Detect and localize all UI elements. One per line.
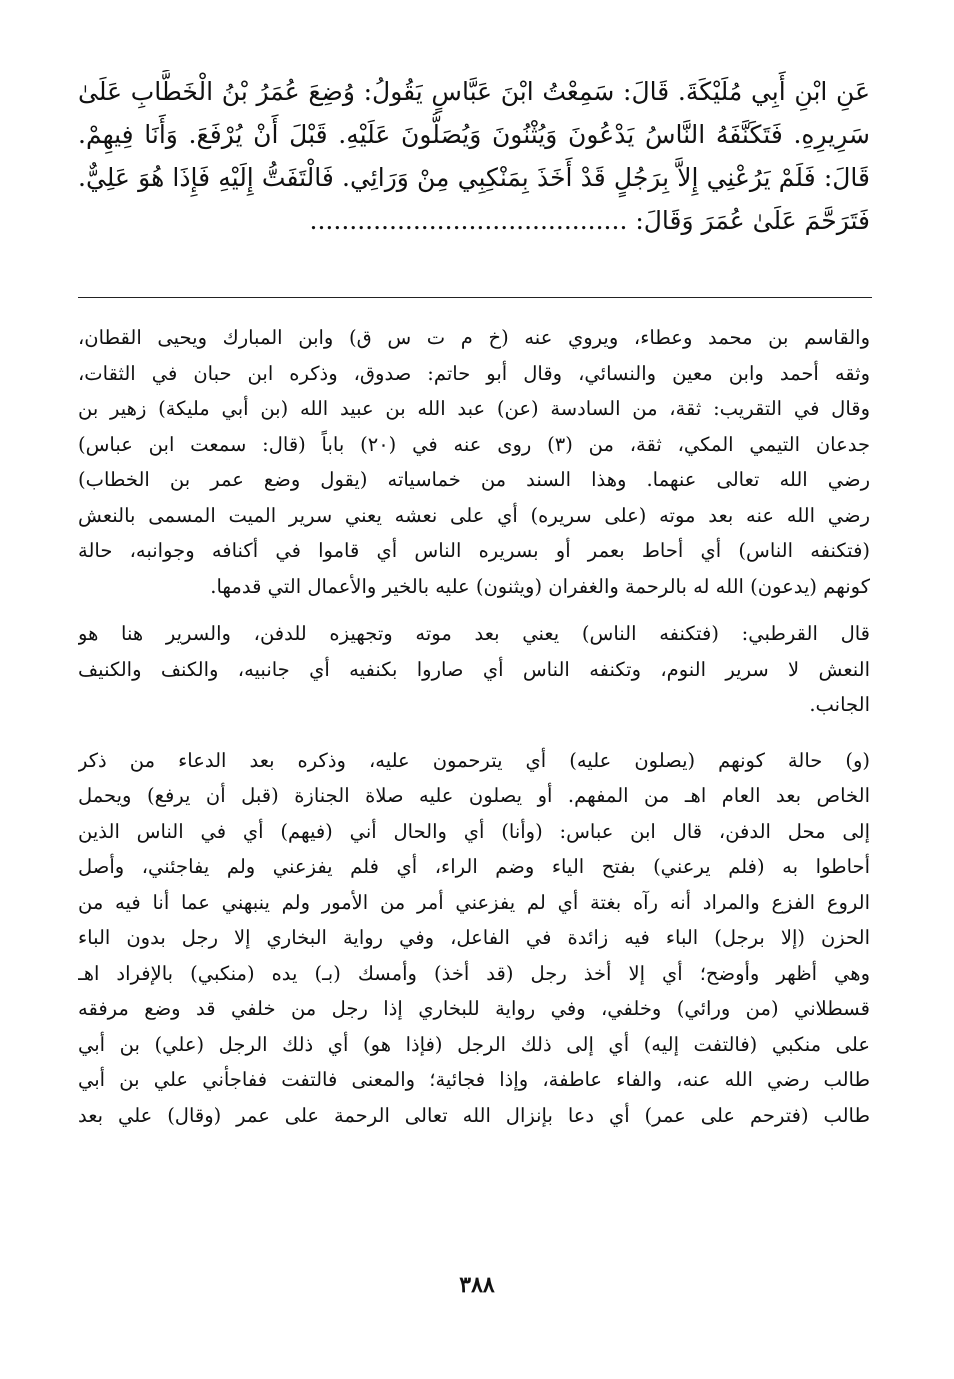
hadith-text-block bbox=[78, 70, 870, 242]
commentary-line: كونهم (يدعون) الله له بالرحمة والغفران (ويثنون) عليه بالخير والأعمال التي قدمها. bbox=[210, 574, 870, 598]
commentary-line: الخاص بعد العام اهـ من المفهم. أو يصلون عليه صلاة الجنازة (قبل أن يرفع) ويحمل bbox=[78, 784, 870, 807]
commentary-line: (و) حالة كونهم (يصلون عليه) أي يترحمون عليه، وذكره بعد الدعاء من ذكر bbox=[78, 748, 870, 772]
commentary-paragraph bbox=[78, 616, 870, 723]
page-number: ٣٨٨ bbox=[459, 1272, 495, 1298]
commentary-line: الروع الفزع والمراد أنه رآه بغتة أي لم يفزعني أمر من الأمور ولم ينبهني عما أنا فيه من bbox=[78, 890, 870, 914]
commentary-line: طالب (فترحم على عمر) أي دعا بإنزال الله تعالى الرحمة على عمر (وقال) علي بعد bbox=[78, 1103, 870, 1127]
commentary-line: النعش لا سرير النوم، وتكنفه الناس أي صاروا بكنفيه أي جانبيه، والكنف والكنيف bbox=[78, 657, 870, 681]
commentary-line: جدعان التيمي المكي، ثقة، من (٣) روى عنه في (٢٠) باباً (قال: سمعت ابن عباس) bbox=[78, 432, 870, 456]
commentary-line: وهي أظهر وأوضح؛ أي إلا أخذ رجل (قد أخذ) وأمسك (بـ) يده (منكبي) بالإفراد اهـ bbox=[78, 961, 870, 985]
commentary-line: وثقه أحمد وابن معين والنسائي، وقال أبو حاتم: صدوق، وذكره ابن حبان في الثقات، bbox=[78, 361, 870, 385]
commentary-line: أحاطوا به (فلم يرعني) بفتح الياء وضم الراء، أي فلم يفزعني ولم يفاجئني، وأصل bbox=[78, 855, 870, 878]
commentary-line: طالب رضي الله عنه، والفاء عاطفة، وإذا فجائية؛ والمعنى فالتفت ففاجأني علي بن أبي bbox=[78, 1068, 870, 1091]
separator-rule bbox=[78, 297, 872, 298]
commentary-line: الجانب. bbox=[809, 693, 870, 716]
commentary-line: الحزن (إلا برجل) الباء فيه زائدة في الفاعل، وفي رواية البخاري إلا رجل بدون الباء bbox=[78, 926, 870, 949]
commentary-line: على منكبي (فالتفت إليه) أي إلى ذلك الرجل (فإذا هو) أي ذلك الرجل (علي) بن أبي bbox=[78, 1032, 870, 1056]
commentary-paragraph bbox=[78, 320, 870, 604]
commentary-line: وقال في التقريب: ثقة، من السادسة (عن) عبد الله بن عبيد الله (بن أبي مليكة) زهير بن bbox=[78, 397, 870, 420]
hadith-line: عَنِ ابْنِ أَبِي مُلَيْكَةَ. قَالَ: سَمِعْتُ ابْنَ عَبَّاسٍ يَقُولُ: وُضِعَ عُمَرُ بْنُ الْخَطَّابِ عَلَىٰ bbox=[78, 77, 870, 106]
hadith-line: سَرِيرِهِ. فَتَكَنَّفَهُ النَّاسُ يَدْعُونَ وَيُثْنُونَ وَيُصَلُّونَ عَلَيْهِ. قَبْلَ أَنْ يُرْفَعَ. وَأَنَا فِيهِمْ. bbox=[78, 120, 870, 149]
commentary-line: رضي الله عنه بعد موته (على سريره) أي على نعشه يعني سرير الميت المسمى بالنعش bbox=[78, 503, 870, 527]
commentary-line: والقاسم بن محمد وعطاء، ويروي عنه (خ م ت س ق) وابن المبارك ويحيى القطان، bbox=[78, 326, 870, 349]
commentary-block bbox=[78, 320, 870, 1133]
commentary-paragraph bbox=[78, 743, 870, 1134]
commentary-line: رضي الله تعالى عنهما. وهذا السند من خماسياته (يقول وضع عمر بن الخطاب) bbox=[78, 468, 870, 491]
commentary-line: قسطلاني (من ورائي) وخلفي، وفي رواية للبخاري إذا رجل من خلفي قد وضع مرفقه bbox=[78, 997, 870, 1020]
commentary-line: إلى محل الدفن، قال ابن عباس: (وأنا) أي والحال أني (فيهم) أي في الناس الذين bbox=[78, 819, 870, 843]
hadith-line: قَالَ: فَلَمْ يَرُعْنِي إِلاَّ بِرَجُلٍ قَدْ أَخَذَ بِمَنْكِبِي مِنْ وَرَائِي. فَالْتَفَتُّ إِلَيْهِ فَإِذَا هُوَ عَلِيٌّ. bbox=[78, 163, 870, 192]
commentary-line: (فتكنفه الناس) أي أحاط بعمر أو بسريره الناس أي قاموا في أكنافه وجوانبه، حالة bbox=[78, 539, 870, 562]
hadith-matn bbox=[78, 70, 870, 242]
hadith-line: فَتَرَحَّمَ عَلَىٰ عُمَرَ وَقَالَ: ........................................ bbox=[309, 206, 870, 235]
commentary-line: قال القرطبي: (فتكنفه الناس) يعني بعد موته وتجهيزه للدفن، والسرير هنا هو bbox=[78, 622, 870, 645]
